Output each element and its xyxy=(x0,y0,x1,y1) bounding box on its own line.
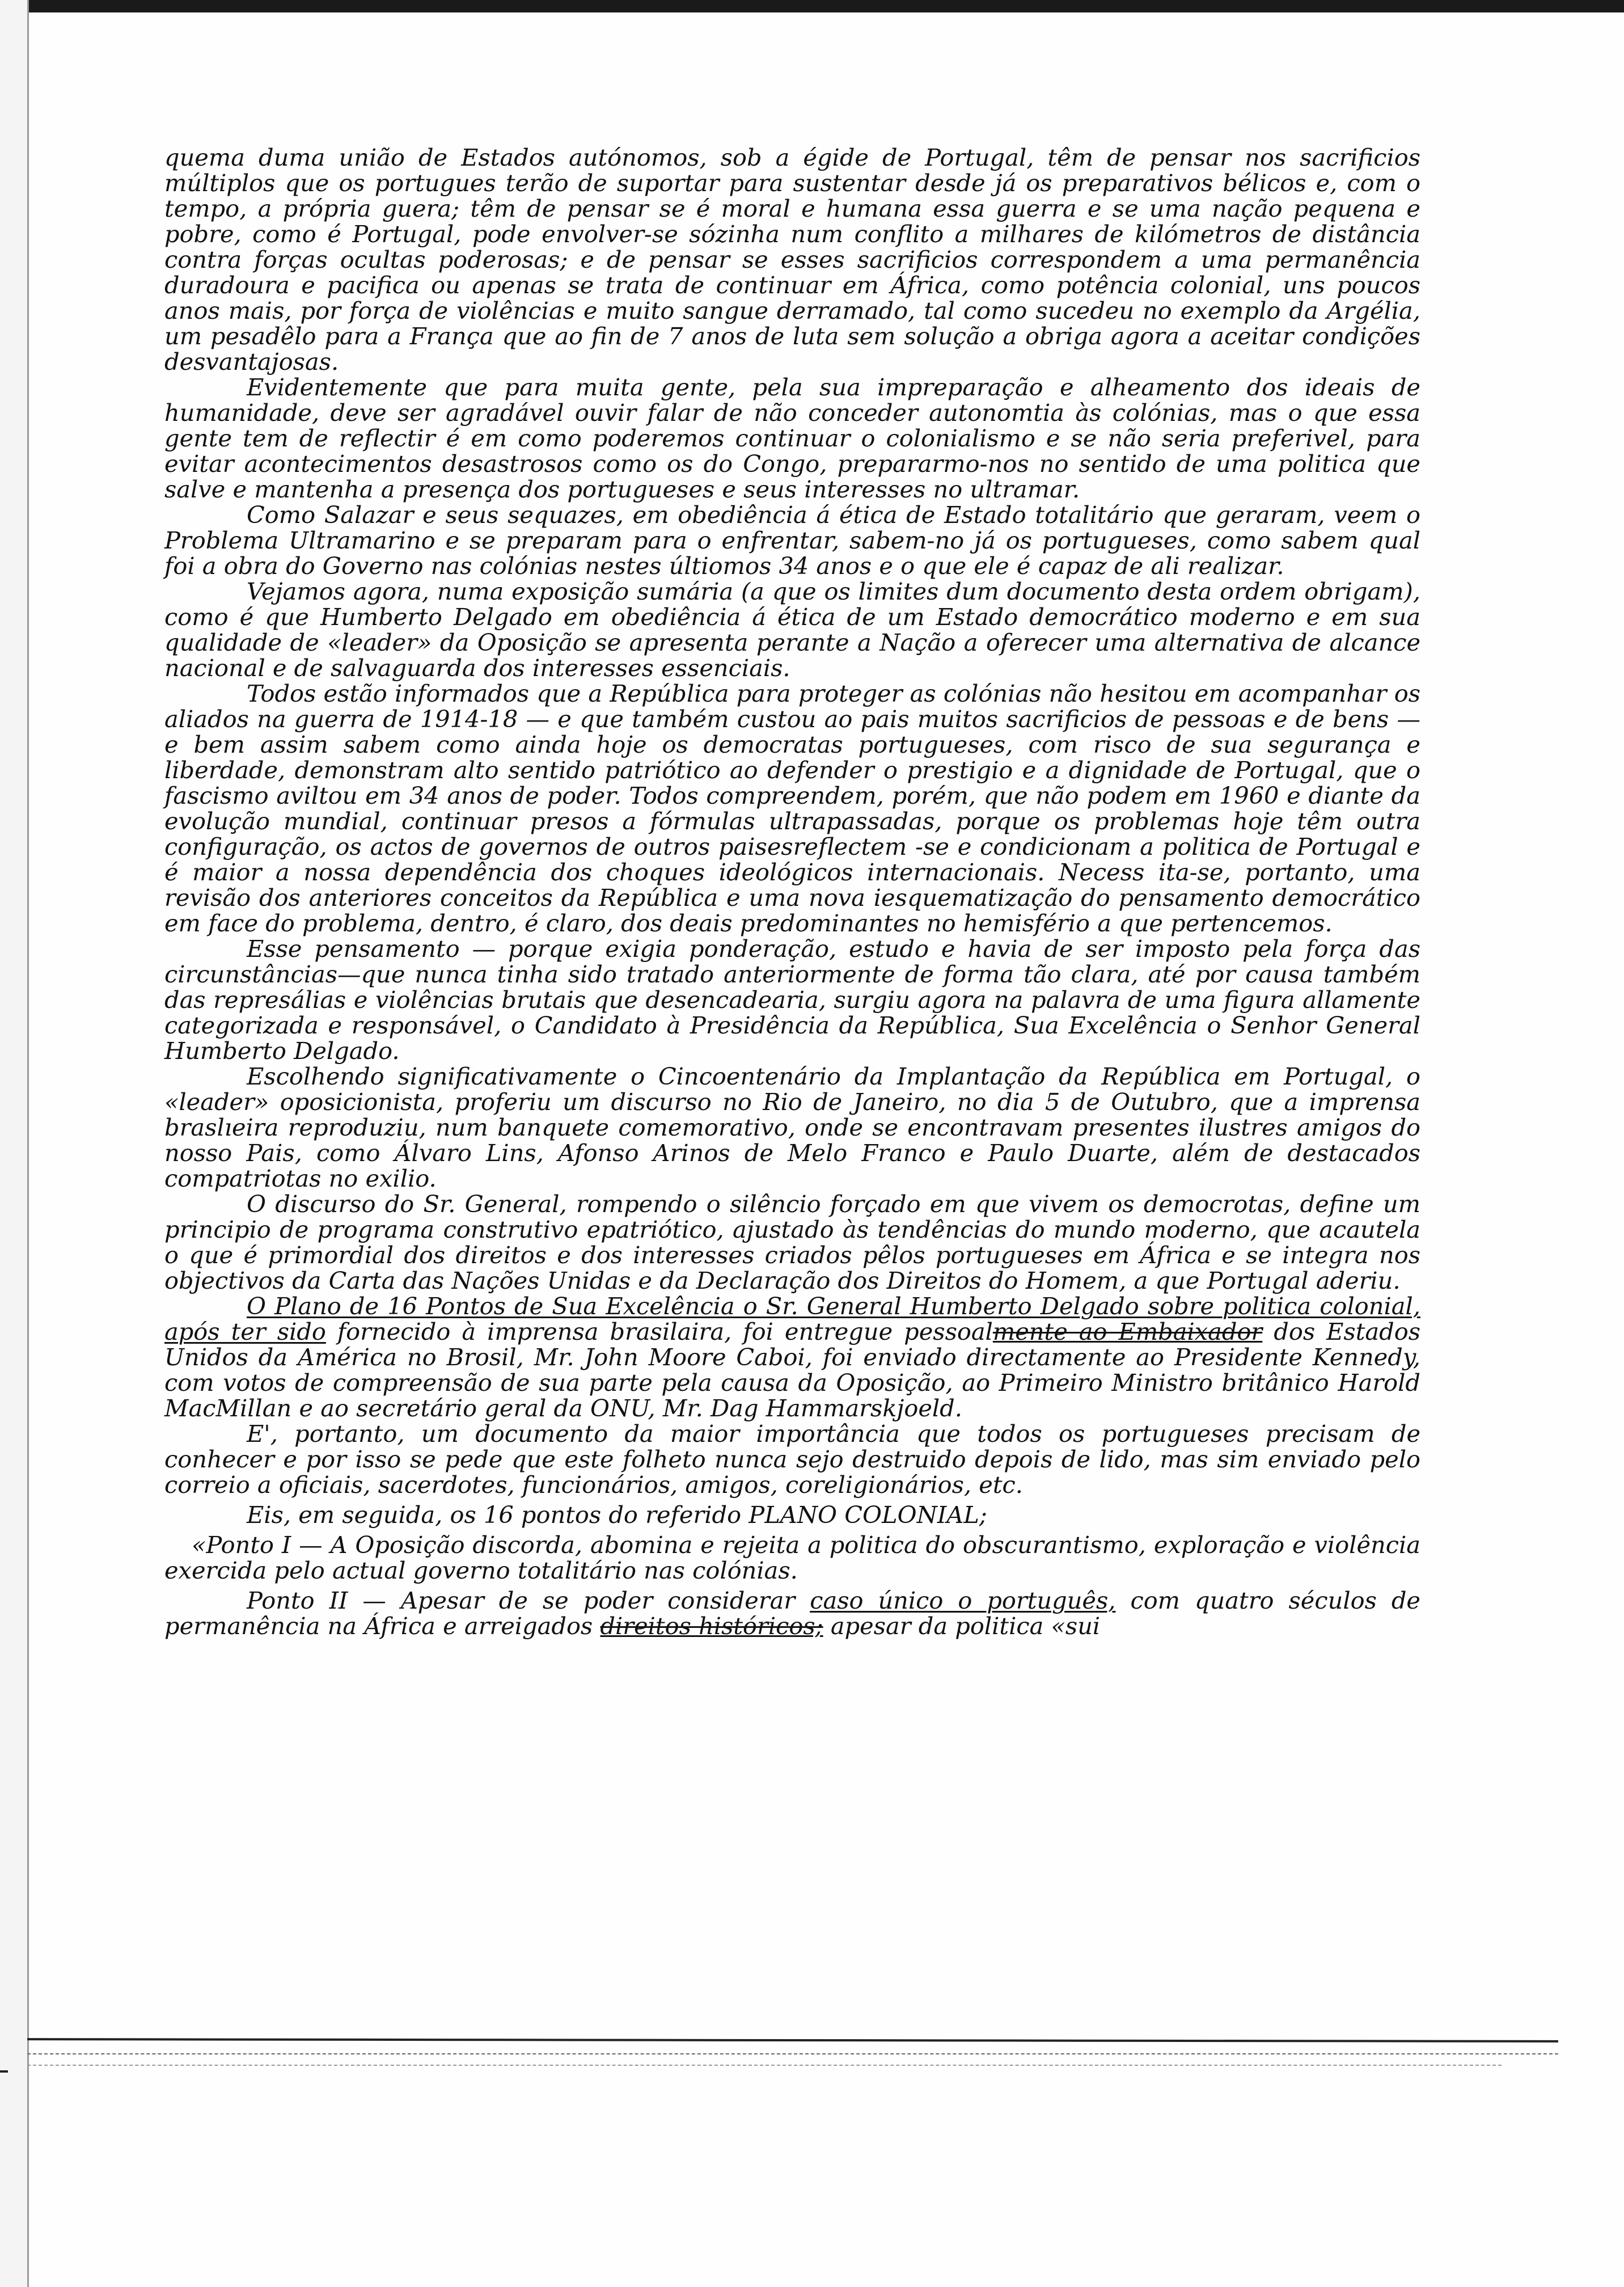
scan-bottom-rule-2 xyxy=(27,2053,1558,2054)
text-span: fornecido à imprensa brasilaira, foi entregue pessoal xyxy=(325,1318,993,1345)
paragraph: Esse pensamento — porque exigia ponderação, estudo e havia de ser imposto pela força das circunstâncias—que nunca tinha sido tratado anteriormente de forma tão clara, até por causa também das represálias e violências brutais que desencadearia, surgiu agora na palavra de uma figura allamente categorizada e responsável, o Candidato à Presidência da República, Sua Excelência o Senhor General Humberto Delgado. xyxy=(164,935,1420,1065)
paragraph: Todos estão informados que a República para proteger as colónias não hesitou em acompanhar os aliados na guerra de 1914-18 — e que também custou ao pais muitos sacrificios de pessoas e de bens — e bem assim sabem como ainda hoje os democratas portugueses, com risco de sua segurança e liberdade, demonstram alto sentido patriótico ao defender o prestigio e a dignidade de Portugal, que o fascismo aviltou em 34 anos de poder. Todos compreendem, porém, que não podem em 1960 e diante da evolução mundial, continuar presos a fórmulas ultrapassadas, porque os problemas hoje têm outra configuração, os actos de governos de outros paisesreflectem -se e condicionam a politica de Portugal e é maior a nossa dependência dos choques ideológicos internacionais. Necess ita-se, portanto, uma revisão dos anteriores conceitos da República e uma nova iesquematização do pensamento democrático em face do problema, dentro, é claro, dos deais predominantes no hemisfério a que pertencemos. xyxy=(164,680,1420,937)
scan-bottom-rule-3 xyxy=(27,2065,1502,2066)
scan-bottom-rule xyxy=(27,2038,1558,2043)
scan-left-edge xyxy=(0,0,29,2287)
text-span: Ponto II — Apesar de se poder considerar xyxy=(247,1586,810,1614)
text-span: apesar da politica «sui xyxy=(823,1612,1101,1640)
paragraph-continuation: quema duma união de Estados autónomos, sob a égide de Portugal, têm de pensar nos sacrificios múltiplos que os portugues terão de suportar para sustentar desde já os preparativos bélicos e, com o tempo, a própria guera; têm de pensar se é moral e humana essa guerra e se uma nação pequena e pobre, como é Portugal, pode envolver-se sózinha num conflito a milhares de kilómetros de distância contra forças ocultas poderosas; e de pensar se esses sacrificios correspondem a uma permanência duradoura e pacifica ou apenas se trata de continuar em África, como potência colonial, uns poucos anos mais, por força de violências e muito sangue derramado, tal como sucedeu no exemplo da Argélia, um pesadêlo para a França que ao fin de 7 anos de luta sem solução a obriga agora a aceitar condições desvantajosas. xyxy=(164,144,1420,375)
struck-phrase: direitos históricos; xyxy=(600,1612,823,1640)
scan-tick-mark xyxy=(0,2070,8,2073)
text-span: com quatro séculos de permanência na África e arreigados xyxy=(164,1586,1420,1640)
ponto-2 xyxy=(164,1588,1420,1639)
document-body xyxy=(164,145,1420,1639)
paragraph-intro-points: Eis, em seguida, os 16 pontos do referido PLANO COLONIAL; xyxy=(247,1501,987,1529)
text-span: dos Estados Unidos da América no Brosil, Mr. John Moore Caboi, foi enviado directamente ao Presidente Kennedy, com votos de compreensão de sua parte pela causa da Oposição, ao Primeiro Ministro britânico Harold MacMillan e ao secretário geral da ONU, Mr. Dag Hammarskjoeld. xyxy=(164,1318,1420,1422)
struck-phrase: mente ao Embaixador xyxy=(992,1318,1263,1345)
paragraph: Evidentemente que para muita gente, pela sua impreparação e alheamento dos ideais de humanidade, deve ser agradável ouvir falar de não conceder autonomtia às colónias, mas o que essa gente tem de reflectir é em como poderemos continuar o colonialismo e se não seria preferivel, para evitar acontecimentos desastrosos como os do Congo, prepararmo-nos no sentido de uma politica que salve e mantenha a presença dos portugueses e seus interesses no ultramar. xyxy=(164,373,1420,503)
paragraph: O discurso do Sr. General, rompendo o silêncio forçado em que vivem os democrotas, define um principio de programa construtivo epatriótico, ajustado às tendências do mundo moderno, que acautela o que é primordial dos direitos e dos interesses criados pêlos portugueses em África e se integra nos objectivos da Carta das Nações Unidas e da Declaração dos Direitos do Homem, a que Portugal aderiu. xyxy=(164,1190,1420,1294)
paragraph: E', portanto, um documento da maior importância que todos os portugueses precisam de conhecer e por isso se pede que este folheto nunca sejo destruido depois de lido, mas sim enviado pelo correio a oficiais, sacerdotes, funcionários, amigos, coreligionários, etc. xyxy=(164,1420,1420,1499)
paragraph: Escolhendo significativamente o Cincoentenário da Implantação da República em Portugal, o «leader» oposicionista, proferiu um discurso no Rio de Janeiro, no dia 5 de Outubro, que a imprensa braslıeira reproduziu, num banquete comemorativo, onde se encontravam presentes ilustres amigos do nosso Pais, como Álvaro Lins, Afonso Arinos de Melo Franco e Paulo Duarte, além de destacados compatriotas no exilio. xyxy=(164,1062,1420,1192)
paragraph: Como Salazar e seus sequazes, em obediência á ética de Estado totalitário que geraram, veem o Problema Ultramarino e se preparam para o enfrentar, sabem-no já os portugueses, como sabem qual foi a obra do Governo nas colónias nestes últiomos 34 anos e o que ele é capaz de ali realizar. xyxy=(164,501,1420,580)
underlined-phrase: O Plano de 16 Pontos de Sua Excelência o Sr. General Humberto Delgado sobre politica colonial, após ter sido xyxy=(164,1292,1420,1345)
plano-paragraph xyxy=(164,1293,1420,1421)
scan-top-border xyxy=(0,0,1624,12)
paragraph: Vejamos agora, numa exposição sumária (a que os limites dum documento desta ordem obrigam), como é que Humberto Delgado em obediência á ética de um Estado democrático moderno e em sua qualidade de «leader» da Oposição se apresenta perante a Nação a oferecer uma alternativa de alcance nacional e de salvaguarda dos interesses essenciais. xyxy=(164,577,1420,682)
ponto-1: «Ponto I — A Oposição discorda, abomina e rejeita a politica do obscurantismo, exploração e violência exercida pelo actual governo totalitário nas colónias. xyxy=(164,1531,1420,1584)
underlined-phrase: caso único o português, xyxy=(810,1586,1116,1614)
